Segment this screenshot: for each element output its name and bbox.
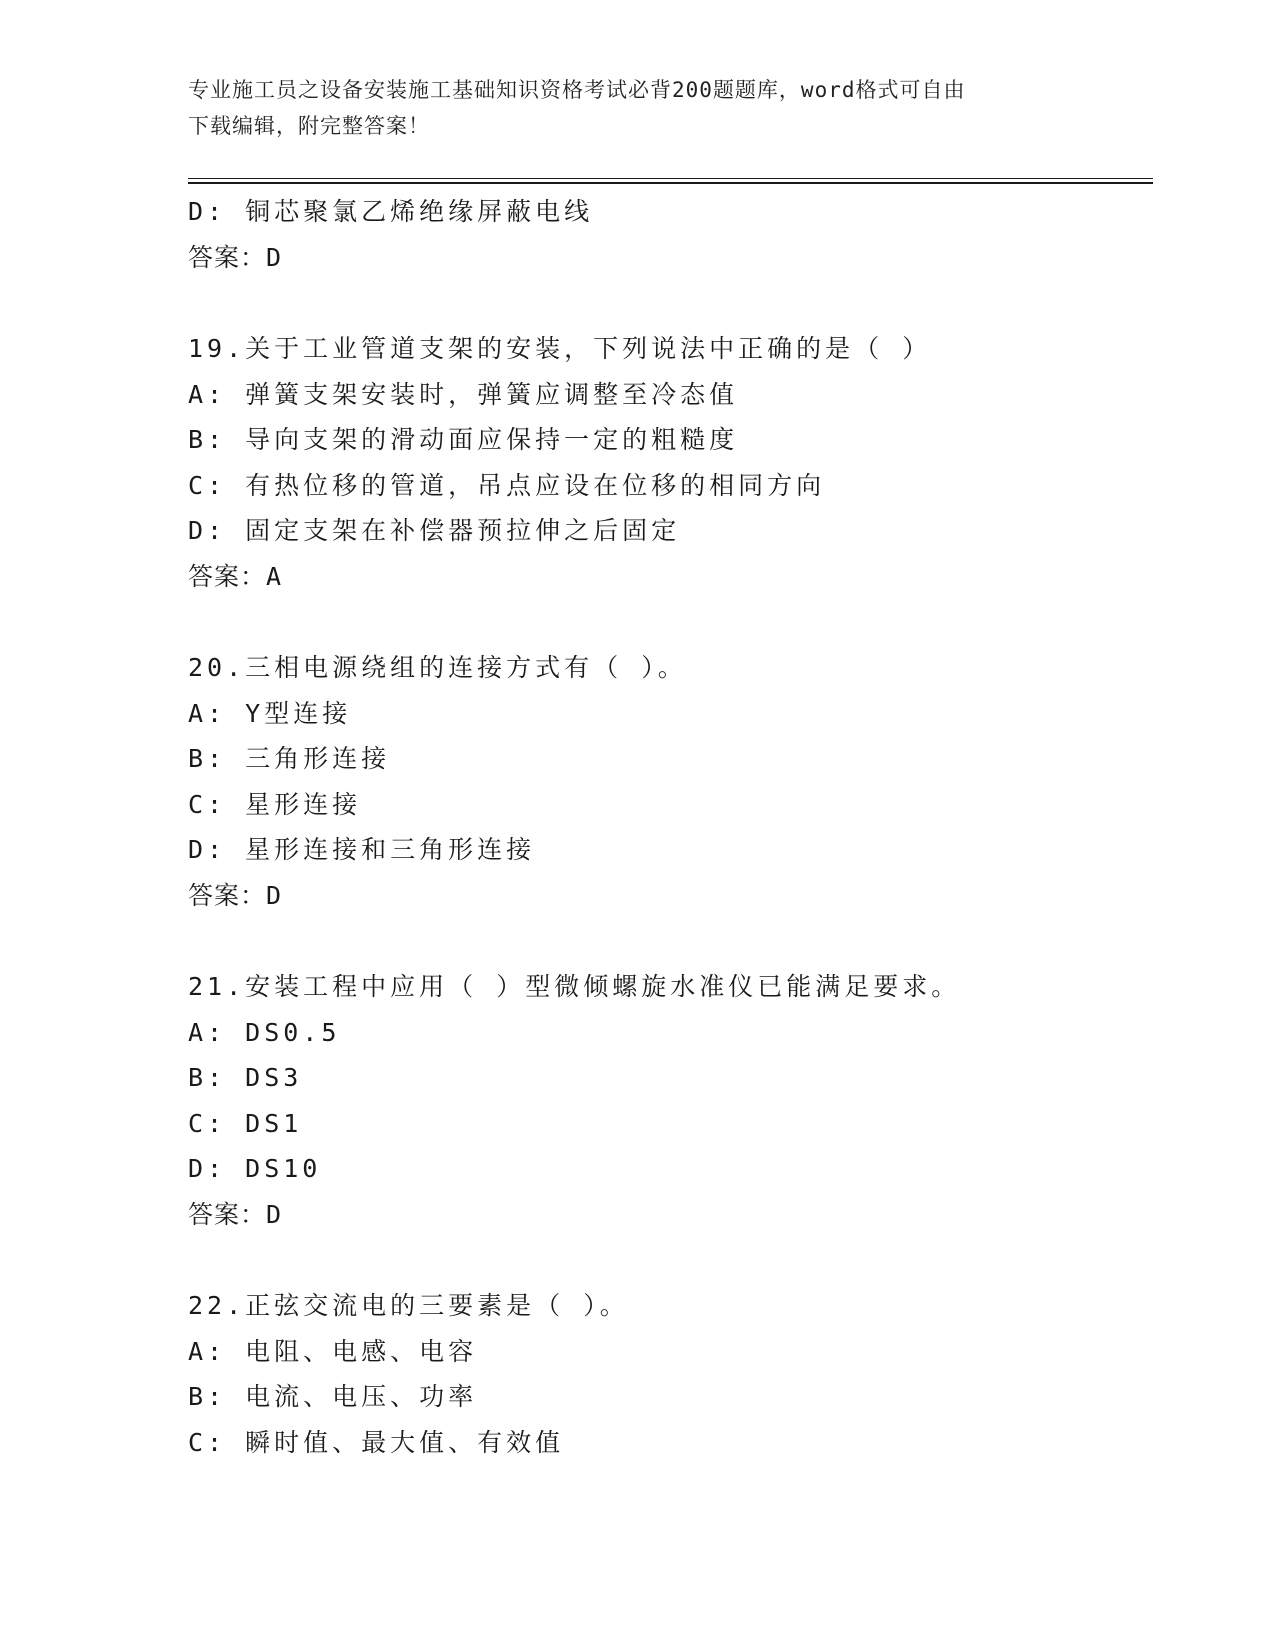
question-spacer [188,280,1153,326]
question-stem: 19.关于工业管道支架的安装，下列说法中正确的是（ ） [188,334,932,363]
question-fragment [188,189,1153,280]
question-stem: 22.正弦交流电的三要素是（ ）。 [188,1291,629,1320]
option-d: D: 星形连接和三角形连接 [188,835,536,864]
question-21 [188,964,1153,1237]
answer-line: 答案：A [188,561,283,591]
option-d: D: DS10 [188,1154,322,1183]
question-spacer [188,599,1153,645]
option-c: C: 有热位移的管道，吊点应设在位移的相同方向 [188,470,826,500]
question-stem: 20.三相电源绕组的连接方式有（ ）。 [188,653,687,682]
header-title-line-2: 下载编辑，附完整答案！ [188,114,430,138]
answer-line: 答案：D [188,880,283,910]
option-a: A: Y型连接 [188,698,352,728]
option-b: B: 电流、电压、功率 [188,1382,478,1411]
question-spacer [188,1237,1153,1283]
option-c: C: DS1 [188,1108,303,1138]
question-list [188,189,1153,1465]
option-d: D: 铜芯聚氯乙烯绝缘屏蔽电线 [188,197,594,226]
question-spacer [188,918,1153,964]
answer-line: 答案：D [188,242,283,272]
answer-line: 答案：D [188,1199,283,1229]
header-divider-thick [188,182,1153,184]
question-20 [188,645,1153,918]
option-c: C: 瞬时值、最大值、有效值 [188,1427,565,1457]
question-stem: 21.安装工程中应用（ ）型微倾螺旋水准仪已能满足要求。 [188,972,961,1001]
document-header [188,72,1068,144]
option-a: A: 电阻、电感、电容 [188,1336,478,1366]
option-b: B: 导向支架的滑动面应保持一定的粗糙度 [188,425,739,454]
header-divider-thin [188,178,1153,179]
question-22 [188,1283,1153,1465]
question-19 [188,326,1153,599]
option-b: B: DS3 [188,1063,303,1092]
option-b: B: 三角形连接 [188,744,391,773]
option-a: A: 弹簧支架安装时，弹簧应调整至冷态值 [188,379,739,409]
option-a: A: DS0.5 [188,1017,341,1047]
option-c: C: 星形连接 [188,789,362,819]
header-title-line-1: 专业施工员之设备安装施工基础知识资格考试必背200题题库，word格式可自由 [188,78,966,102]
option-d: D: 固定支架在补偿器预拉伸之后固定 [188,516,681,545]
